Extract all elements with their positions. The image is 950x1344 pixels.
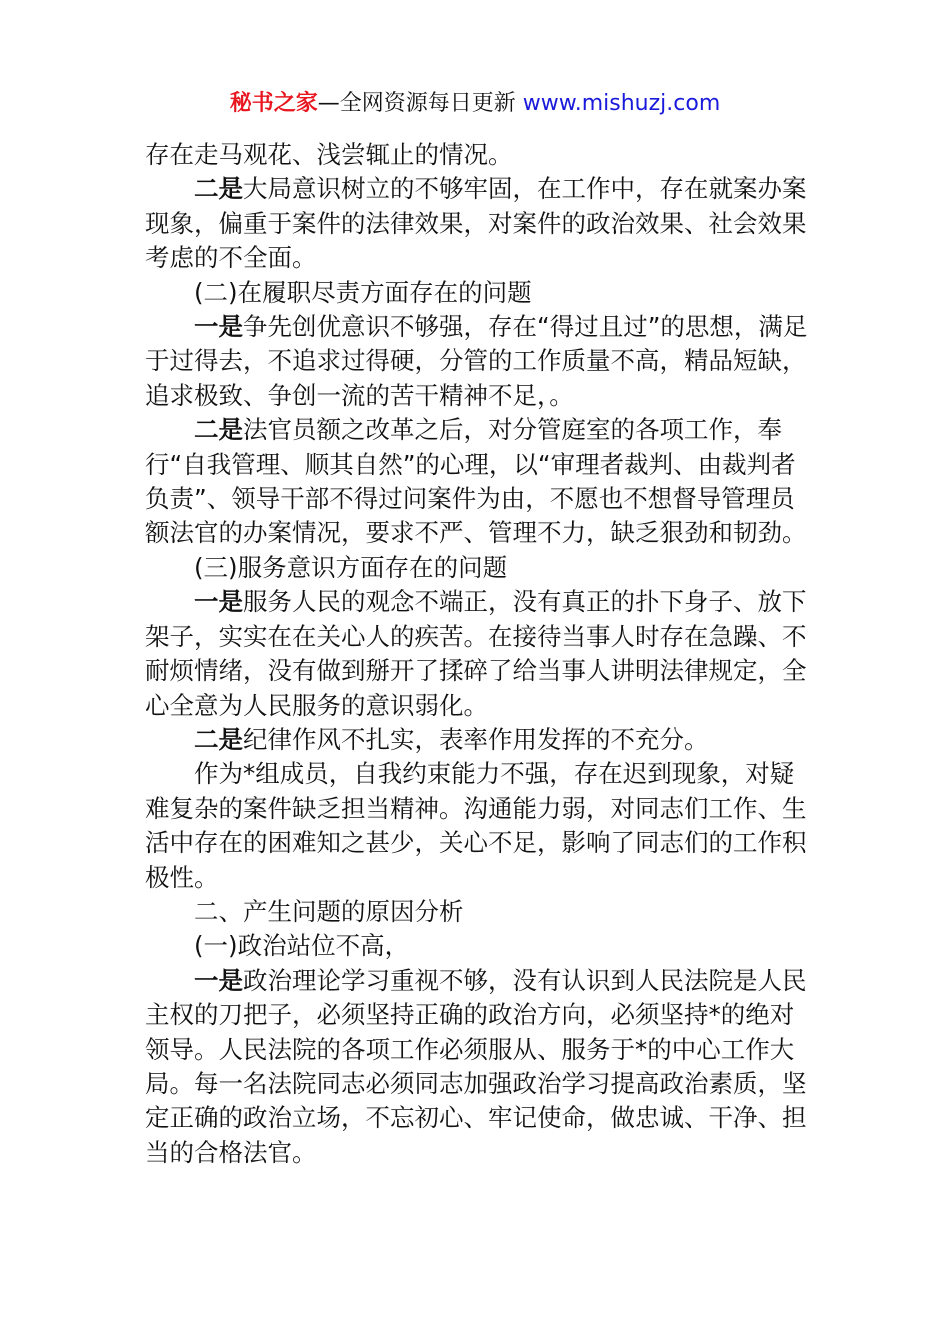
section-heading: [145, 929, 815, 963]
paragraph: [145, 413, 815, 551]
paragraph-lead: 一是: [194, 965, 243, 995]
paragraph-text: 作为*组成员，自我约束能力不强，存在迟到现象，对疑难复杂的案件缺乏担当精神。沟通能力弱，对同志们工作、生活中存在的困难知之甚少，关心不足，影响了同志们的工作积极性。: [145, 759, 807, 892]
paragraph: [145, 138, 815, 172]
paragraph-text: (二)在履职尽责方面存在的问题: [194, 277, 532, 307]
paragraph-text: 服务人民的观念不端正，没有真正的扑下身子、放下架子，实实在在关心人的疾苦。在接待当事人时存在急躁、不耐烦情绪，没有做到掰开了揉碎了给当事人讲明法律规定，全心全意为人民服务的意识弱化。: [145, 587, 807, 720]
paragraph: [145, 757, 815, 895]
paragraph-lead: 一是: [194, 312, 243, 342]
site-header: [0, 88, 950, 120]
paragraph-text: (三)服务意识方面存在的问题: [194, 552, 508, 582]
paragraph-text: 纪律作风不扎实，表率作用发挥的不充分。: [243, 724, 709, 754]
document-body: [145, 138, 815, 1170]
section-heading: [145, 551, 815, 585]
site-slogan: —全网资源每日更新: [317, 91, 523, 116]
site-url-link[interactable]: www.mishuzj.com: [522, 91, 721, 116]
paragraph-text: 存在走马观花、浅尝辄止的情况。: [145, 140, 513, 169]
paragraph-text: 大局意识树立的不够牢固，在工作中，存在就案办案现象，偏重于案件的法律效果，对案件的政治效果、社会效果考虑的不全面。: [145, 174, 807, 273]
paragraph-lead: 一是: [194, 587, 243, 617]
paragraph: [145, 172, 815, 275]
paragraph: [145, 310, 815, 413]
paragraph-text: 争先创优意识不够强，存在“得过且过”的思想，满足于过得去，不追求过得硬，分管的工作质量不高，精品短缺，追求极致、争创一流的苦干精神不足，。: [145, 312, 808, 410]
paragraph: [145, 723, 815, 757]
paragraph-text: 政治理论学习重视不够，没有认识到人民法院是人民主权的刀把子，必须坚持正确的政治方向，必须坚持*的绝对领导。人民法院的各项工作必须服从、服务于*的中心工作大局。每一名法院同志必须同志加强政治学习提高政治素质，坚定正确的政治立场，不忘初心、牢记使命，做忠诚、干净、担当的合格法官。: [145, 965, 807, 1167]
section-heading: [145, 895, 815, 929]
paragraph-lead: 二是: [194, 174, 243, 204]
paragraph-text: 二、产生问题的原因分析: [194, 896, 464, 926]
paragraph-lead: 二是: [194, 415, 243, 445]
section-heading: [145, 276, 815, 310]
paragraph-lead: 二是: [194, 724, 243, 754]
site-brand: 秘书之家: [229, 91, 318, 116]
paragraph: [145, 964, 815, 1170]
paragraph: [145, 585, 815, 723]
paragraph-text: 法官员额之改革之后，对分管庭室的各项工作，奉行“自我管理、顺其自然”的心理，以“审理者裁判、由裁判者负责”、领导干部不得过问案件为由，不愿也不想督导管理员额法官的办案情况，要求不严、管理不力，缺乏狠劲和韧劲。: [145, 415, 807, 548]
paragraph-text: (一)政治站位不高，: [194, 931, 410, 961]
